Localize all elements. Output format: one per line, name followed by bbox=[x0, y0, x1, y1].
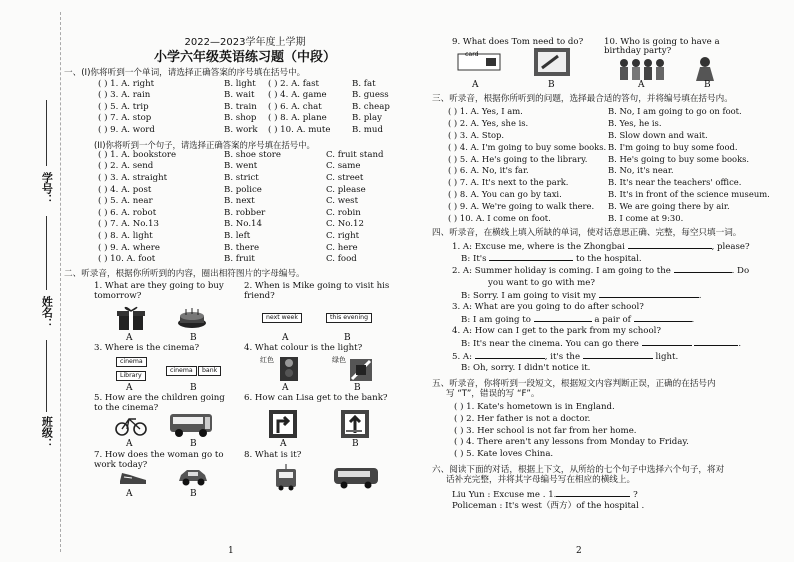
bicycle-icon[interactable] bbox=[114, 413, 148, 437]
traffic-light-red-icon[interactable] bbox=[276, 355, 302, 383]
children-group-icon[interactable] bbox=[616, 58, 668, 82]
part2-picture-questions bbox=[64, 279, 426, 500]
student-number-label: 学号： bbox=[40, 172, 54, 205]
list-item bbox=[64, 208, 426, 220]
option: C. please bbox=[326, 184, 366, 195]
answer-choice[interactable]: ( ) 10. A. mute bbox=[268, 124, 331, 135]
q10-option-a[interactable]: A bbox=[638, 80, 645, 90]
option: B. there bbox=[224, 242, 260, 253]
p4-l1b: B: It's bbox=[461, 254, 487, 265]
list-item bbox=[64, 231, 426, 243]
exam-title: 小学六年级英语练习题（中段） bbox=[153, 50, 336, 66]
part3-heading: 三、听录音，根据你所听到的问题，选择最合适的答句，并将编号填在括号内。 bbox=[432, 94, 733, 104]
tram-icon[interactable] bbox=[272, 463, 300, 491]
answer-choice[interactable]: ( ) 6. A. No, it's far. bbox=[448, 165, 529, 176]
q10-option-b[interactable]: B bbox=[704, 80, 711, 90]
q2-option-a[interactable]: A bbox=[282, 333, 289, 344]
option: B. robber bbox=[224, 207, 266, 218]
blank-3[interactable] bbox=[674, 265, 732, 273]
p6-line-2: Policeman : It's west（西方）of the hospital . bbox=[452, 501, 645, 512]
option-b: B. mud bbox=[352, 124, 383, 135]
blank-10[interactable] bbox=[583, 351, 653, 359]
answer-choice[interactable]: ( ) 10. A. foot bbox=[98, 254, 156, 265]
list-item bbox=[64, 254, 426, 266]
q3-tag-cinema-b: cinema bbox=[166, 366, 197, 376]
class-line[interactable] bbox=[46, 340, 47, 412]
question-9: 9. What does Tom need to do? bbox=[452, 37, 584, 47]
list-item bbox=[64, 90, 426, 102]
list-item[interactable]: ( ) 3. Her school is not far from her home. bbox=[454, 425, 637, 436]
list-item bbox=[432, 130, 792, 142]
answer-choice[interactable]: ( ) 8. A. plane bbox=[268, 113, 327, 124]
part2-heading: 二、听录音，根据你所听到的内容，圈出相符图片的字母编号。 bbox=[64, 268, 305, 279]
option-b: B. cheap bbox=[352, 101, 390, 112]
list-item bbox=[432, 213, 792, 225]
straight-sign-icon[interactable] bbox=[340, 409, 370, 439]
q1-option-b[interactable]: B bbox=[190, 333, 197, 344]
option-b: B. shop bbox=[224, 113, 257, 124]
answer-choice[interactable]: ( ) 7. A. No.13 bbox=[98, 219, 159, 230]
option-b: B. Yes, he is. bbox=[608, 118, 662, 129]
p4-l1b-end: to the hospital. bbox=[576, 254, 642, 265]
blank-1[interactable] bbox=[628, 241, 712, 249]
woman-icon[interactable] bbox=[690, 56, 720, 82]
q9-option-b[interactable]: B bbox=[548, 80, 555, 90]
list-item bbox=[432, 106, 792, 118]
answer-choice[interactable]: ( ) 6. A. robot bbox=[98, 207, 157, 218]
question-1: 1. What are they going to buy tomorrow? bbox=[94, 281, 224, 301]
p6-blank-1[interactable] bbox=[556, 489, 630, 497]
question-8: 8. What is it? bbox=[244, 450, 302, 461]
list-item bbox=[64, 219, 426, 231]
list-item bbox=[432, 118, 792, 130]
list-item bbox=[64, 150, 426, 162]
answer-choice[interactable]: ( ) 5. A. near bbox=[98, 196, 153, 207]
part5-heading-2: 写 “T”，错误的写 “F”。 bbox=[446, 389, 540, 400]
q3-option-b[interactable]: B bbox=[190, 383, 197, 394]
option: C. street bbox=[326, 172, 364, 183]
list-item bbox=[432, 142, 792, 154]
answer-choice[interactable]: ( ) 3. A. Stop. bbox=[448, 130, 505, 141]
binding-margin bbox=[0, 0, 62, 562]
p4-l3b: B: I am going to bbox=[461, 315, 531, 326]
option-b: B. light bbox=[224, 78, 256, 89]
part5-statements bbox=[432, 402, 792, 461]
p4-dot-2: . bbox=[691, 315, 695, 326]
option-b: B. Slow down and wait. bbox=[608, 130, 708, 141]
q9-option-a[interactable]: A bbox=[472, 80, 479, 90]
list-item bbox=[64, 113, 426, 125]
q5-option-b[interactable]: B bbox=[190, 439, 197, 450]
blank-2[interactable] bbox=[489, 253, 573, 261]
option-b: B. I come at 9:30. bbox=[608, 212, 684, 223]
student-name-label: 姓名： bbox=[40, 296, 54, 329]
turn-sign-icon[interactable] bbox=[268, 409, 298, 439]
q3-tag-cinema-a: cinema bbox=[116, 357, 147, 367]
student-name-line[interactable] bbox=[46, 216, 47, 290]
answer-choice[interactable]: ( ) 1. A. Yes, I am. bbox=[448, 106, 523, 117]
p4-l5a-mid: , it's the bbox=[544, 351, 581, 362]
p4-l4a: 4. A: How can I get to the park from my school? bbox=[452, 326, 661, 337]
part4-dialogues bbox=[432, 241, 792, 375]
blank-9[interactable] bbox=[475, 351, 545, 359]
q6-option-a[interactable]: A bbox=[280, 439, 287, 450]
class-label: 班级： bbox=[40, 416, 54, 449]
option: C. No.12 bbox=[326, 219, 364, 230]
p4-l2a-end: . Do bbox=[731, 266, 750, 277]
coach-bus-icon[interactable] bbox=[332, 465, 380, 489]
answer-choice[interactable]: ( ) 2. A. fast bbox=[268, 78, 319, 89]
q2-tag-next-week: next week bbox=[262, 313, 302, 323]
sneaker-icon[interactable] bbox=[118, 469, 148, 487]
part6-heading-2: 话补充完整，并将其字母编号写在相应的横线上。 bbox=[446, 475, 636, 486]
list-item bbox=[64, 125, 426, 137]
list-item bbox=[64, 161, 426, 173]
page-1 bbox=[64, 0, 426, 562]
cake-icon[interactable] bbox=[176, 307, 208, 329]
option: B. strict bbox=[224, 172, 259, 183]
answer-choice[interactable]: ( ) 10. A. I come on foot. bbox=[448, 212, 551, 223]
p4-l3b-mid: a pair of bbox=[594, 315, 631, 326]
question-3: 3. Where is the cinema? bbox=[94, 343, 200, 354]
q4-option-b[interactable]: B bbox=[354, 383, 361, 394]
p4-l1a: 1. A: Excuse me, where is the Zhongbai bbox=[452, 241, 625, 252]
window-cleaning-icon[interactable] bbox=[532, 46, 572, 78]
option: C. here bbox=[326, 242, 358, 253]
part1-sub-heading: (II)你将听到一个句子，请选择正确答案的序号填在括号中。 bbox=[94, 139, 315, 150]
answer-choice[interactable]: ( ) 8. A. light bbox=[98, 230, 153, 241]
blank-5[interactable] bbox=[534, 314, 592, 322]
list-item[interactable]: ( ) 1. Kate's hometown is in England. bbox=[454, 401, 615, 412]
question-4: 4. What colour is the light? bbox=[244, 343, 363, 354]
p4-l5b: B: Oh, sorry. I didn't notice it. bbox=[461, 362, 591, 373]
option-b: B. fat bbox=[352, 78, 376, 89]
answer-choice[interactable]: ( ) 7. A. It's next to the park. bbox=[448, 177, 569, 188]
option-b: B. We are going there by air. bbox=[608, 200, 730, 211]
option: B. fruit bbox=[224, 254, 255, 265]
option: C. west bbox=[326, 196, 359, 207]
option-b: B. wait bbox=[224, 90, 255, 101]
answer-choice[interactable]: ( ) 2. A. send bbox=[98, 161, 154, 172]
option: B. next bbox=[224, 196, 255, 207]
q4-option-a[interactable]: A bbox=[282, 383, 289, 394]
blank-7[interactable] bbox=[642, 338, 692, 346]
q4-label-red: 红色 bbox=[260, 356, 274, 365]
p4-l5a: 5. A: bbox=[452, 351, 473, 362]
list-item bbox=[64, 196, 426, 208]
option-b: B. play bbox=[352, 113, 383, 124]
answer-choice[interactable]: ( ) 6. A. chat bbox=[268, 101, 322, 112]
q9-tag-card: card bbox=[465, 51, 479, 58]
answer-choice[interactable]: ( ) 4. A. I'm going to buy some books. bbox=[448, 141, 607, 152]
answer-choice[interactable]: ( ) 4. A. game bbox=[268, 90, 327, 101]
option: C. robin bbox=[326, 207, 361, 218]
p4-l1a-end: , please? bbox=[711, 241, 750, 252]
answer-choice[interactable]: ( ) 1. A. bookstore bbox=[98, 149, 177, 160]
page-2 bbox=[432, 0, 792, 562]
list-item[interactable]: ( ) 5. Kate loves China. bbox=[454, 449, 554, 460]
option: B. went bbox=[224, 161, 258, 172]
option-b: B. work bbox=[224, 124, 258, 135]
option: B. shoe store bbox=[224, 149, 281, 160]
list-item bbox=[64, 185, 426, 197]
question-5: 5. How are the children going to the cinema? bbox=[94, 393, 225, 413]
answer-choice[interactable]: ( ) 9. A. word bbox=[98, 124, 155, 135]
p4-l5a-end: light. bbox=[655, 351, 679, 362]
option-b: B. It's near the teachers' office. bbox=[608, 177, 742, 188]
list-item bbox=[432, 201, 792, 213]
q7-option-a[interactable]: A bbox=[126, 489, 133, 500]
q2-tag-this-evening: this evening bbox=[326, 313, 372, 323]
question-10: 10. Who is going to have a birthday party? bbox=[604, 37, 720, 57]
q1-option-a[interactable]: A bbox=[126, 333, 133, 344]
p4-l2b: B: Sorry. I am going to visit my bbox=[461, 290, 597, 301]
option-b: B. No, I am going to go on foot. bbox=[608, 106, 742, 117]
answer-choice[interactable]: ( ) 4. A. post bbox=[98, 184, 152, 195]
option-b: B. He's going to buy some books. bbox=[608, 153, 750, 164]
q3-tag-bank: bank bbox=[198, 366, 221, 376]
q6-option-b[interactable]: B bbox=[352, 439, 359, 450]
p4-l2a: 2. A: Summer holiday is coming. I am going to the bbox=[452, 266, 671, 277]
answer-choice[interactable]: ( ) 3. A. straight bbox=[98, 172, 168, 183]
option: C. same bbox=[326, 161, 361, 172]
option: B. No.14 bbox=[224, 219, 262, 230]
option-b: B. No, it's near. bbox=[608, 165, 674, 176]
answer-choice[interactable]: ( ) 5. A. trip bbox=[98, 101, 149, 112]
option-b: B. train bbox=[224, 101, 257, 112]
blank-8[interactable] bbox=[694, 338, 738, 346]
list-item bbox=[432, 189, 792, 201]
q2-option-b[interactable]: B bbox=[344, 333, 351, 344]
p4-dot-1: . bbox=[698, 290, 702, 301]
part4-heading: 四、听录音，在横线上填入所缺的单词，使对话意思正确、完整，每空只填一词。 bbox=[432, 228, 742, 239]
q5-option-a[interactable]: A bbox=[126, 439, 133, 450]
answer-choice[interactable]: ( ) 3. A. rain bbox=[98, 90, 151, 101]
list-item bbox=[432, 154, 792, 166]
answer-choice[interactable]: ( ) 7. A. stop bbox=[98, 113, 152, 124]
part3-answer-list bbox=[432, 106, 792, 224]
option-b: B. It's in front of the science museum. bbox=[608, 189, 770, 200]
part1-word-list bbox=[64, 79, 426, 137]
car-icon[interactable] bbox=[176, 467, 210, 487]
p4-dot-3: . bbox=[738, 339, 742, 350]
list-item[interactable]: ( ) 4. There aren't any lessons from Monday to Friday. bbox=[454, 437, 689, 448]
list-item bbox=[432, 177, 792, 189]
list-item bbox=[64, 79, 426, 91]
header bbox=[64, 37, 426, 66]
p6-line-1: Liu Yun : Excuse me . 1. bbox=[452, 489, 557, 500]
page-number-2: 2 bbox=[576, 546, 582, 556]
list-item bbox=[432, 165, 792, 177]
question-2: 2. When is Mike going to visit his friend? bbox=[244, 281, 390, 301]
answer-choice[interactable]: ( ) 2. A. Yes, she is. bbox=[448, 118, 529, 129]
p6-line-1-end: ? bbox=[633, 489, 638, 500]
part1-heading: 一、(I)你将听到一个单词，请选择正确答案的序号填在括号中。 bbox=[64, 68, 306, 79]
list-item bbox=[64, 173, 426, 185]
option-b: B. I'm going to buy some food. bbox=[608, 141, 738, 152]
p4-l3a: 3. A: What are you going to do after school? bbox=[452, 301, 644, 312]
bus-icon[interactable] bbox=[168, 411, 214, 439]
school-year: 2022—2023学年度上学期 bbox=[184, 37, 306, 48]
cut-line bbox=[60, 12, 61, 552]
student-number-line[interactable] bbox=[46, 100, 47, 166]
traffic-light-green-icon[interactable] bbox=[348, 355, 374, 383]
question-7: 7. How does the woman go to work today? bbox=[94, 450, 224, 470]
p4-l4b: B: It's near the cinema. You can go there bbox=[461, 339, 639, 350]
option: C. right bbox=[326, 230, 360, 241]
option: B. left bbox=[224, 230, 251, 241]
part1-sentence-list bbox=[64, 150, 426, 266]
blank-6[interactable] bbox=[634, 314, 692, 322]
answer-choice[interactable]: ( ) 9. A. We're going to walk there. bbox=[448, 200, 595, 211]
blank-4[interactable] bbox=[599, 290, 699, 298]
part6-heading: 六、阅读下面的对话，根据上下文，从所给的七个句子中选择六个句子，将对 bbox=[432, 464, 725, 475]
answer-choice[interactable]: ( ) 1. A. right bbox=[98, 78, 155, 89]
q3-option-a[interactable]: A bbox=[126, 383, 133, 394]
answer-choice[interactable]: ( ) 9. A. where bbox=[98, 242, 160, 253]
list-item[interactable]: ( ) 2. Her father is not a doctor. bbox=[454, 413, 591, 424]
p4-l2a2: you want to go with me? bbox=[488, 277, 595, 288]
gift-box-icon[interactable] bbox=[116, 305, 146, 331]
q4-label-green: 绿色 bbox=[332, 356, 346, 365]
option: C. fruit stand bbox=[326, 149, 384, 160]
option: C. food bbox=[326, 254, 357, 265]
option-b: B. guess bbox=[352, 90, 389, 101]
list-item bbox=[64, 102, 426, 114]
option: B. police bbox=[224, 184, 262, 195]
answer-choice[interactable]: ( ) 8. A. You can go by taxi. bbox=[448, 189, 562, 200]
part2-continued bbox=[432, 0, 792, 94]
q7-option-b[interactable]: B bbox=[190, 489, 197, 500]
part5-heading: 五、听录音，你将听到一段短文，根据短文内容判断正误，正确的在括号内 bbox=[432, 379, 716, 389]
answer-choice[interactable]: ( ) 5. A. He's going to the library. bbox=[448, 153, 588, 164]
page-number-1: 1 bbox=[228, 546, 234, 556]
question-6: 6. How can Lisa get to the bank? bbox=[244, 393, 388, 404]
list-item bbox=[64, 243, 426, 255]
q3-tag-library: Library bbox=[116, 371, 146, 381]
